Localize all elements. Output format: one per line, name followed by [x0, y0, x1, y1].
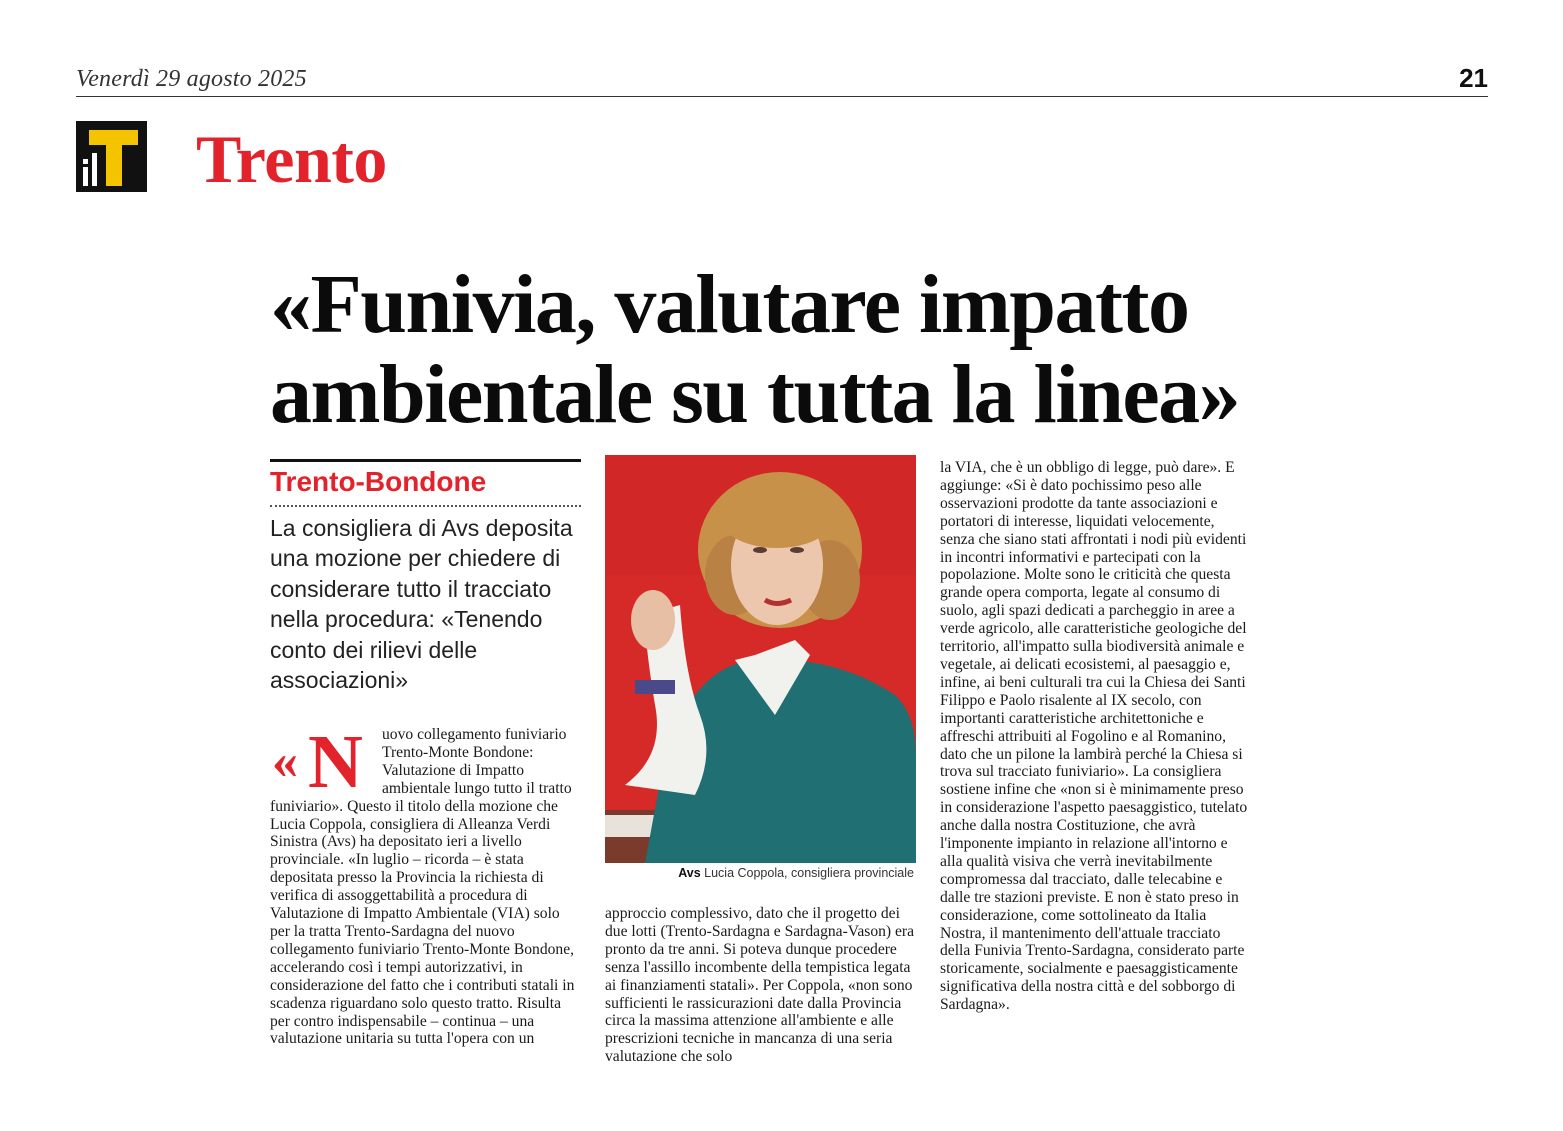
column-2-text: approccio complessivo, dato che il progetto dei due lotti (Trento-Sardagna e Sardagna-Vason) era pronto da tre anni. Si poteva dunque procedere senza l'assillo incombente della tempistica legata ai finanziamenti statali». Per Coppola, «non sono sufficienti le rassicurazioni date dalla Provincia circa la massima attenzione all'ambiente e alle prescrizioni tecniche in mancanza di una seria valutazione che solo — [605, 905, 915, 1066]
header-rule — [76, 96, 1488, 97]
drop-cap-guillemet: « — [272, 733, 298, 790]
section-title: Trento — [196, 121, 387, 197]
kicker-rule — [270, 459, 581, 462]
article-kicker: Trento-Bondone — [270, 466, 487, 497]
drop-cap — [270, 720, 378, 804]
page-number: 21 — [1459, 63, 1488, 93]
il-t-logo-icon — [76, 121, 147, 192]
article-column-1 — [270, 720, 582, 1048]
caption-text: Lucia Coppola, consigliera provinciale — [704, 866, 914, 880]
article-column-2 — [605, 905, 915, 1066]
photo-caption — [605, 866, 914, 880]
article-photo — [605, 455, 916, 863]
article-summary: La consigliera di Avs deposita una mozione per chiedere di considerare tutto il tracciato nella procedura: «Tenendo conto dei rilievi delle associazioni» — [270, 515, 573, 694]
kicker-dotted-rule — [270, 505, 581, 507]
newspaper-logo — [76, 121, 147, 192]
article-column-3 — [940, 459, 1252, 1014]
column-1-text: uovo collegamento funiviario Trento-Monte Bondone: Valutazione di Impatto ambientale lungo tutto il tratto funiviario». Questo il titolo della mozione che Lucia Coppola, consigliera di Alleanza Verdi Sinistra (Avs) ha depositato ieri a livello provinciale. «In luglio – ricorda – è stata depositata presso la Provincia la richiesta di verifica di assoggettabilità a procedura di Valutazione di Impatto Ambientale (VIA) solo per la tratta Trento-Sardagna del nuovo collegamento funiviario Trento-Monte Bondone, accelerando così i tempi autorizzativi, in considerazione del fatto che i contributi statali in scadenza riguardano solo questo tratto. Risulta per contro indispensabile – continua – una valutazione unitaria su tutta l'opera con un — [270, 726, 575, 1048]
page-date: Venerdì 29 agosto 2025 — [76, 66, 307, 92]
drop-cap-letter: N — [308, 720, 363, 804]
column-3-text: la VIA, che è un obbligo di legge, può dare». E aggiunge: «Si è dato pochissimo peso alle osservazioni prodotte da tante associazioni e portatori di interesse, liquidati velocemente, senza che siano stati affrontati i nodi più evidenti in incontri informativi e partecipati con la popolazione. Molte sono le criticità che questa grande opera comporta, legate al consumo di suolo, agli spazi dedicati a parcheggio in aree a verde agricolo, alle caratteristiche geologiche del territorio, all'impatto sulla biodiversità animale e vegetale, ai delicati ecosistemi, al paesaggio e, infine, ai beni culturali tra cui la Chiesa dei Santi Filippo e Paolo risalente al IX secolo, con importanti caratteristiche architettoniche e affreschi attribuiti al Fogolino e al Romanino, dato che un pilone la lambirà perché la Chiesa si trova sul tracciato funiviario». La consigliera sostiene infine che «non si è minimamente preso in considerazione l'aspetto paesaggistico, tutelato anche dalla nostra Costituzione, che avrà l'imponente impianto in relazione all'intorno e alla qualità visiva che verrà inevitabilmente compromessa dal tracciato, dalle telecabine e dalle tre stazioni previste. E non è stato preso in considerazione, come sottolineato da Italia Nostra, il mantenimento dell'attuale tracciato della Funivia Trento-Sardagna, considerato parte storicamente, socialmente e paesaggisticamente significativa della nostra città e del sobborgo di Sardagna». — [940, 459, 1248, 1014]
portrait-photo-icon — [605, 455, 916, 863]
caption-label: Avs — [678, 866, 701, 880]
article-headline: «Funivia, valutare impatto ambientale su tutta la linea» — [270, 258, 1240, 441]
